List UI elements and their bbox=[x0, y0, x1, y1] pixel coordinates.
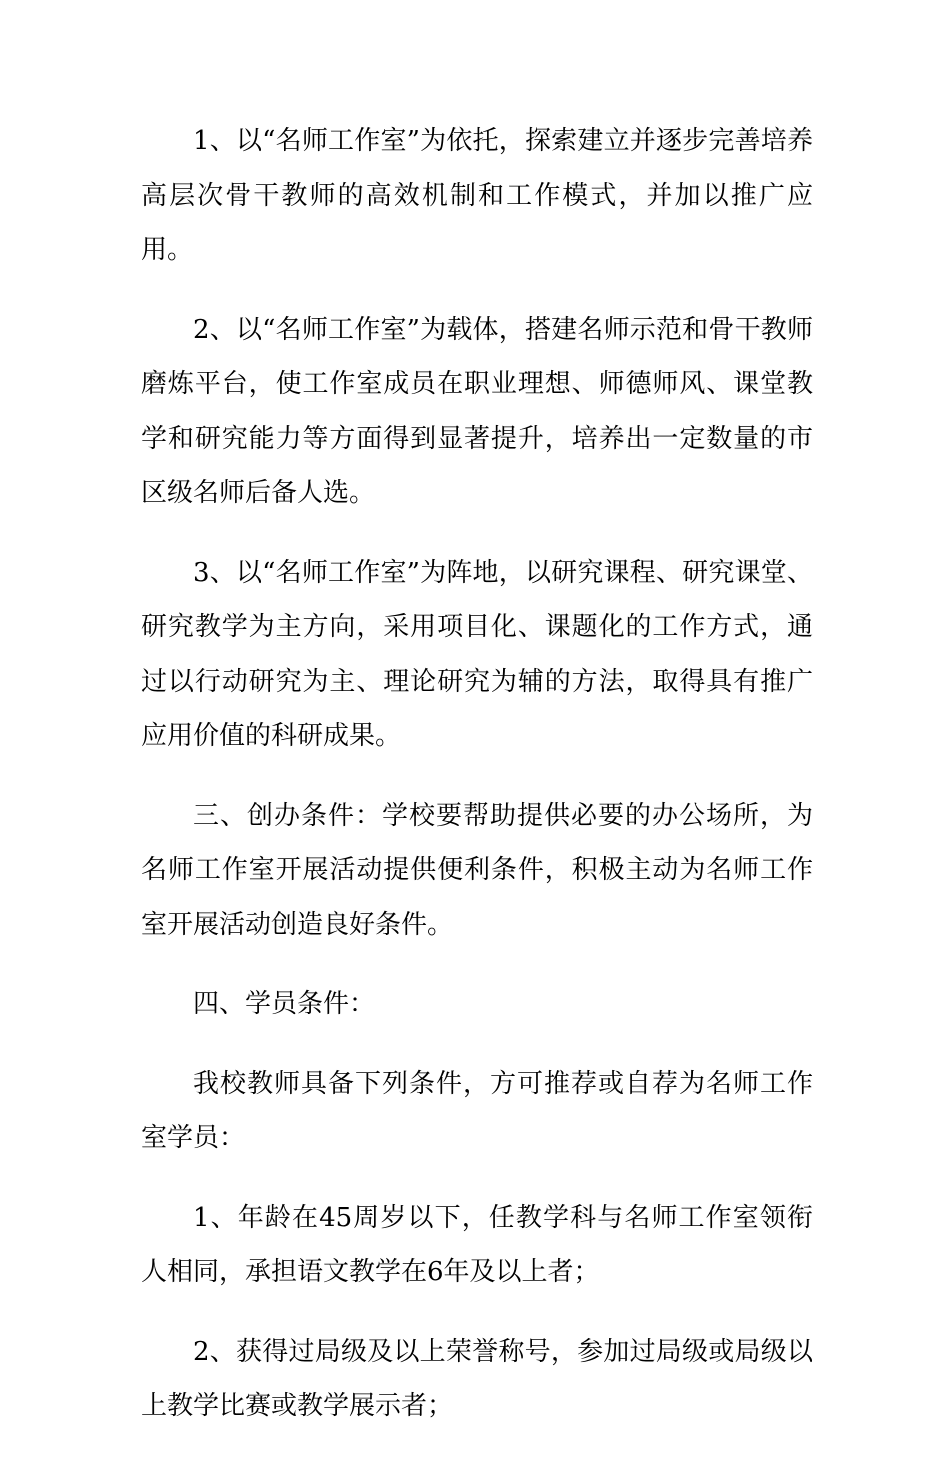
paragraph-section-4-heading: 四、学员条件： bbox=[193, 989, 376, 1019]
paragraph-goal-2: 2、以“名师工作室”为载体，搭建名师示范和骨干教师磨炼平台，使工作室成员在职业理想、师德师风、课堂教学和研究能力等方面得到显著提升，培养出一定数量的市区级名师后备人选。 bbox=[141, 314, 813, 508]
paragraph-section-3-conditions: 三、创办条件：学校要帮助提供必要的办公场所，为名师工作室开展活动提供便利条件，积极主动为名师工作室开展活动创造良好条件。 bbox=[141, 800, 813, 940]
paragraph-goal-1: 1、以“名师工作室”为依托，探索建立并逐步完善培养高层次骨干教师的高效机制和工作模式，并加以推广应用。 bbox=[141, 126, 813, 265]
paragraph-trainee-condition-1: 1、年龄在45周岁以下，任教学科与名师工作室领衔人相同，承担语文教学在6年及以上者； bbox=[141, 1202, 813, 1287]
paragraph-goal-3: 3、以“名师工作室”为阵地，以研究课程、研究课堂、研究教学为主方向，采用项目化、课题化的工作方式，通过以行动研究为主、理论研究为辅的方法，取得具有推广应用价值的科研成果。 bbox=[141, 557, 813, 751]
document-body bbox=[141, 114, 813, 1459]
paragraph-trainee-intro: 我校教师具备下列条件，方可推荐或自荐为名师工作室学员： bbox=[141, 1068, 813, 1153]
paragraph-trainee-condition-2: 2、获得过局级及以上荣誉称号，参加过局级或局级以上教学比赛或教学展示者； bbox=[141, 1336, 813, 1421]
